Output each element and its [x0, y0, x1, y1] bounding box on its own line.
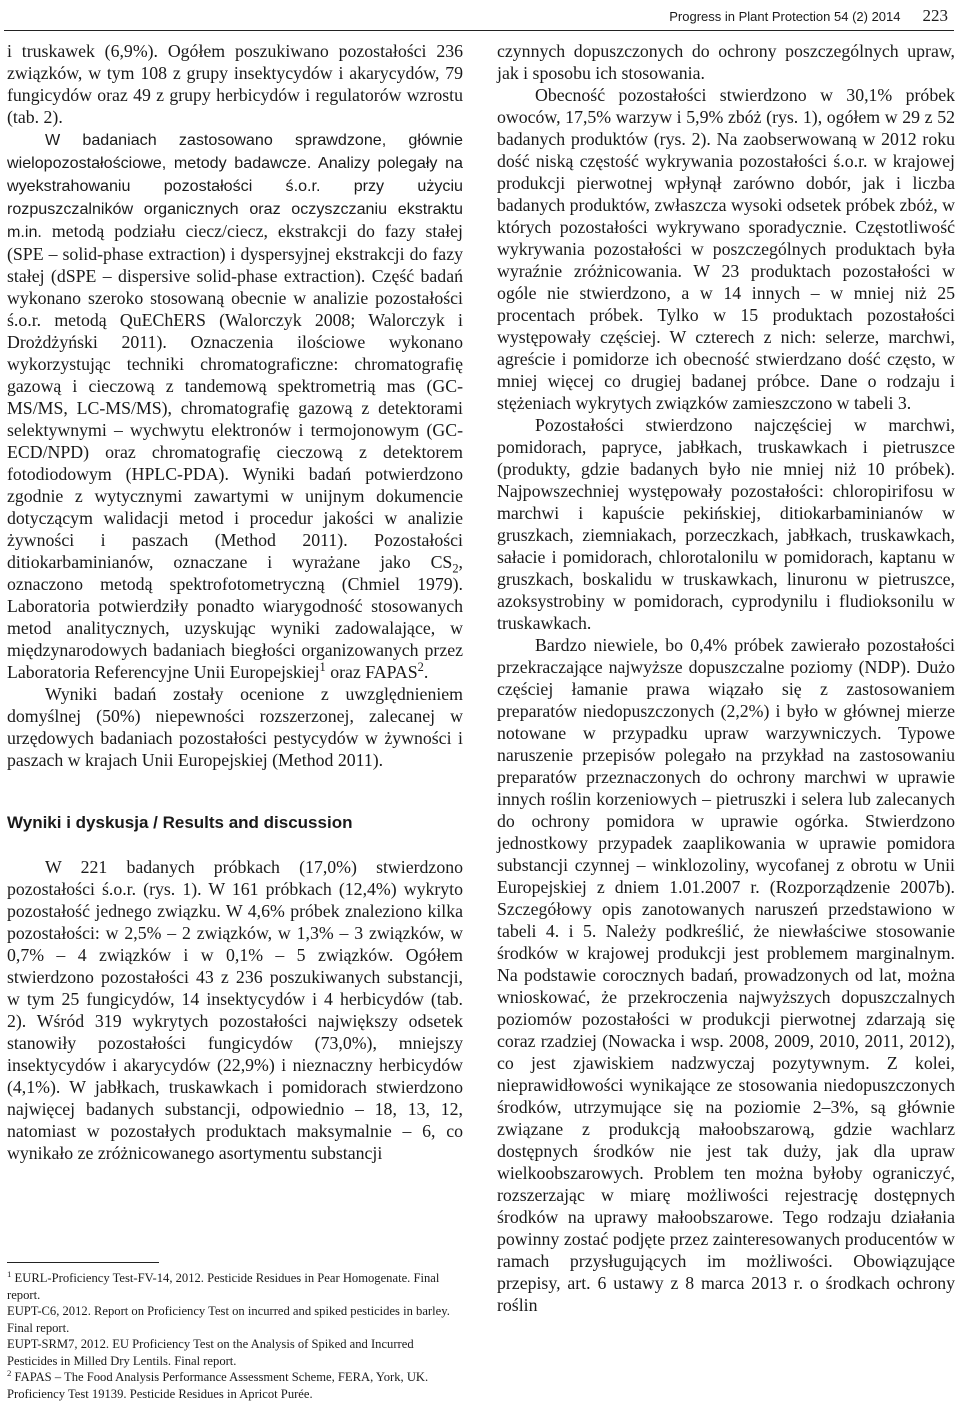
paragraph-violations: Bardzo niewiele, bo 0,4% próbek zawierało pozostałości przekraczające najwyższe dopuszczalne poziomy (NDP). Dużo częściej łamanie prawa wiązało się z zastosowaniem preparatów niedopuszczonych (2,2%) i było w głównej mierze notowane w przypadku upraw warzywniczych. Typowe naruszenie przepisów polegało na przykład na zastosowaniu preparatów przeznaczonych do ochrony marchwi w uprawie innych roślin korzeniowych – pietruszki i selera lub zalecanych do ochrony pomidora w uprawie ogórka. Stwierdzono jednostkowy przypadek zaaplikowania w uprawie pomidora substancji czynnej – winklozoliny, wycofanej z obrotu w Unii Europejskiej z dniem 1.01.2007 r. (Rozporządzenie 2007b). Szczegółowy opis zanotowanych naruszeń przedstawiono w tabeli 4. i 5. Należy podkreślić, że niewłaściwe stosowanie środków w krajowej produkcji jest problemem marginalnym. Na podstawie corocznych badań, prowadzonych od lat, można wnioskować, że przekroczenia najwyższych dopuszczalnych poziomów pozostałości w produkcji pierwotnej zdarzają się coraz rzadziej (Nowacka i wsp. 2008, 2009, 2010, 2011, 2012), co jest zjawiskiem nadzwyczaj pozytywnym. Z kolei, nieprawidłowości wynikające ze stosowania niedopuszczonych środków, utrzymujące się na poziomie 2–3%, są głównie związane z produkcją małoobszarową, gdzie wachlarz dostępnych środków nie jest tak duży, jak dla upraw wielkoobszarowych. Problem ten można byłoby ograniczyć, rozszerzając w miarę możliwości rejestrację dostępnych środków na uprawy małoobszarowe. Tego rodzaju działania powinny zostać podjęte przez zainteresowanych producentów w ramach przysługujących im możliwości. Obowiązujące przepisy, art. 6 ustawy z 8 marca 2013 r. o środkach ochrony roślin [497, 635, 955, 1315]
footnote-1-b: EUPT-C6, 2012. Report on Proficiency Test on incurred and spiked pesticides in barley. Final report. [7, 1304, 450, 1335]
paragraph-occurrence: Obecność pozostałości stwierdzono w 30,1% próbek owoców, 17,5% warzyw i 5,9% zbóż (rys. 1), ogółem w 29 z 52 badanych produktów (rys. 2). Na zaobserwowaną w 2012 roku dość niską częstość wykrywania pozostałości ś.o.r. w krajowej produkcji pierwotnej wpłynął zarówno dobór, jak i liczba badanych produktów, zwłaszcza wysoki odsetek próbek zbóż, w których pozostałości wykrywano sporadycznie. Częstotliwość wykrywania pozostałości w poszczególnych produktach była wyraźnie zróżnicowania. W 23 produktach pozostałości w ogóle nie stwierdzono, a w 14 innych – w mniej niż 25 procentach próbek. Tylko w 15 produktach pozostałości występowały częściej. W czterech z nich: selerze, marchwi, agreście i pomidorze ich obecność stwierdzano dość często, w mniej więcej co drugiej badanej próbce. Dane o rodzaju i stężeniach wykrytych związków zamieszczono w tabeli 3. [497, 85, 955, 413]
page-number: 223 [922, 6, 948, 25]
footnote-1 [7, 1270, 463, 1303]
paragraph-methods [7, 128, 463, 683]
paragraph-right-continued: czynnych dopuszczonych do ochrony poszczególnych upraw, jak i sposobu ich stosowania. [497, 41, 955, 83]
paragraph-results: W 221 badanych próbkach (17,0%) stwierdzono pozostałości ś.o.r. (rys. 1). W 161 próbkach (12,4%) wykryto pozostałość jednego związku. W 4,6% próbek znaleziono kilka pozostałości: w 2,5% – 2 związków, w 1,3% – 3 związków, w 0,7% – 4 związków i w 0,1% – 5 związków. Ogółem stwierdzono pozostałości 43 z 236 poszukiwanych substancji, w tym 25 fungicydów, 14 insektycydów i 4 herbicydów (tab. 2). Wśród 319 wykrytych pozostałości największy odsetek stanowiły pozostałości fungicydów (73,0%), mniejszy insektycydów i akarycydów (22,9%) i nieznaczny herbicydów (4,1%). W jabłkach, truskawkach i pomidorach stwierdzono najwięcej badanych substancji, odpowiednio – 18, 13, 12, natomiast w pozostałych produktach maksymalnie – 6, co wynikało ze zróżnicowanego asortymentu substancji [7, 857, 463, 1163]
footnote-2-mark: 2 [7, 1367, 12, 1378]
methods-text-c: oraz FAPAS [325, 662, 418, 682]
paragraph-intro-continued: i truskawek (6,9%). Ogółem poszukiwano pozostałości 236 związków, w tym 108 z grupy insektycydów i akarycydów, 79 fungicydów oraz 49 z grupy herbicydów i regulatorów wzrostu (tab. 2). [7, 41, 463, 127]
header-rule [4, 30, 954, 31]
footnote-ref-2: 2 [417, 660, 424, 675]
paragraph-uncertainty: Wyniki badań zostały ocenione z uwzględnieniem domyślnej (50%) niepewności rozszerzonej, zalecanej w urzędowych badaniach pozostałości pestycydów w żywności i paszach w krajach Unii Europejskiej (Method 2011). [7, 684, 463, 770]
left-column [7, 40, 463, 1164]
footnote-2 [7, 1369, 463, 1402]
section-heading-results: Wyniki i dyskusja / Results and discussion [7, 813, 353, 832]
paragraph-products: Pozostałości stwierdzono najczęściej w marchwi, pomidorach, papryce, jabłkach, truskawkach i pietruszce (produkty, gdzie badanych było nie mniej niż 10 próbek). Najpowszechniej występowały pozostałości: chloropirifosu w marchwi i kapuście pekińskiej, ditiokarbaminianów w gruszkach, ziemniakach, porzeczkach, jabłkach, truskawkach, sałacie i pomidorach, chlorotalonilu w pomidorach, kaptanu w gruszkach, boskalidu w truskawkach, linuronu w pietruszce, azoksystrobiny w pomidorach, cyprodynilu i fludioksonilu w truskawkach. [497, 415, 955, 633]
footnote-2-text: FAPAS – The Food Analysis Performance Assessment Scheme, FERA, York, UK. Proficiency Test 19139. Pesticide Residues in Apricot Purée. [7, 1370, 429, 1401]
cs2-subscript: 2 [452, 561, 459, 576]
footnote-rule [7, 1262, 159, 1263]
footnote-1-c: EUPT-SRM7, 2012. EU Proficiency Test on the Analysis of Spiked and Incurred Pesticides in Milled Dry Lentils. Final report. [7, 1337, 414, 1368]
footnote-1-mark: 1 [7, 1268, 12, 1279]
running-header [669, 6, 948, 26]
right-column [497, 40, 955, 1316]
methods-sans-text: W badaniach zastosowano sprawdzone, głównie wielopozostałościowe, metody badawcze. Analizy polegały na wyekstrahowaniu pozostałości ś.o.r. przy użyciu rozpuszczalników organicznych oraz oczyszczaniu ekstraktu m.in. [7, 131, 463, 241]
footnote-1-text-a: EURL-Proficiency Test-FV-14, 2012. Pesticide Residues in Pear Homogenate. Final report. [7, 1271, 440, 1302]
methods-text-d: . [423, 662, 429, 682]
journal-title: Progress in Plant Protection 54 (2) 2014 [669, 9, 901, 24]
methods-text-a: metodą podziału ciecz/ciecz, ekstrakcji do fazy stałej (SPE – solid-phase extraction) i dyspersyjnej ekstrakcji do fazy stałej (dSPE – dispersive solid-phase extraction). Część badań wykonano szeroko stosowaną obecnie w analizie pozostałości ś.o.r. metodą QuEChERS (Walorczyk 2008; Walorczyk i Drożdżyński 2011). Oznaczenia ilościowe wykonano wykorzystując techniki chromatograficzne: chromatografię gazową i cieczową z tandemową spektrometrią mas (GC-MS/MS, LC-MS/MS), chromatografię gazową z detektorami selektywnymi – wychwytu elektronów i termojonowym (GC-ECD/NPD) oraz chromatografię cieczową z detektorem fotodiodowym (HPLC-PDA). Wyniki badań potwierdzono zgodnie z wytycznymi zawartymi w unijnym dokumencie dotyczącym walidacji metod i procedur jakości w analizie żywności i paszach (Method 2011). Pozostałości ditiokarbaminianów, oznaczane i wyrażane jako CS [7, 221, 463, 572]
methods-text-b: , oznaczono metodą spektrofotometryczną (Chmiel 1979). Laboratoria potwierdziły ponadto wiarygodność stosowanych metod analitycznych, uzyskując wyniki zadowalające, w międzynarodowych badaniach biegłości organizowanych przez Laboratoria Referencyjne Unii Europejskiej [7, 552, 463, 682]
footnotes [7, 1270, 463, 1402]
footnote-ref-1: 1 [319, 660, 326, 675]
